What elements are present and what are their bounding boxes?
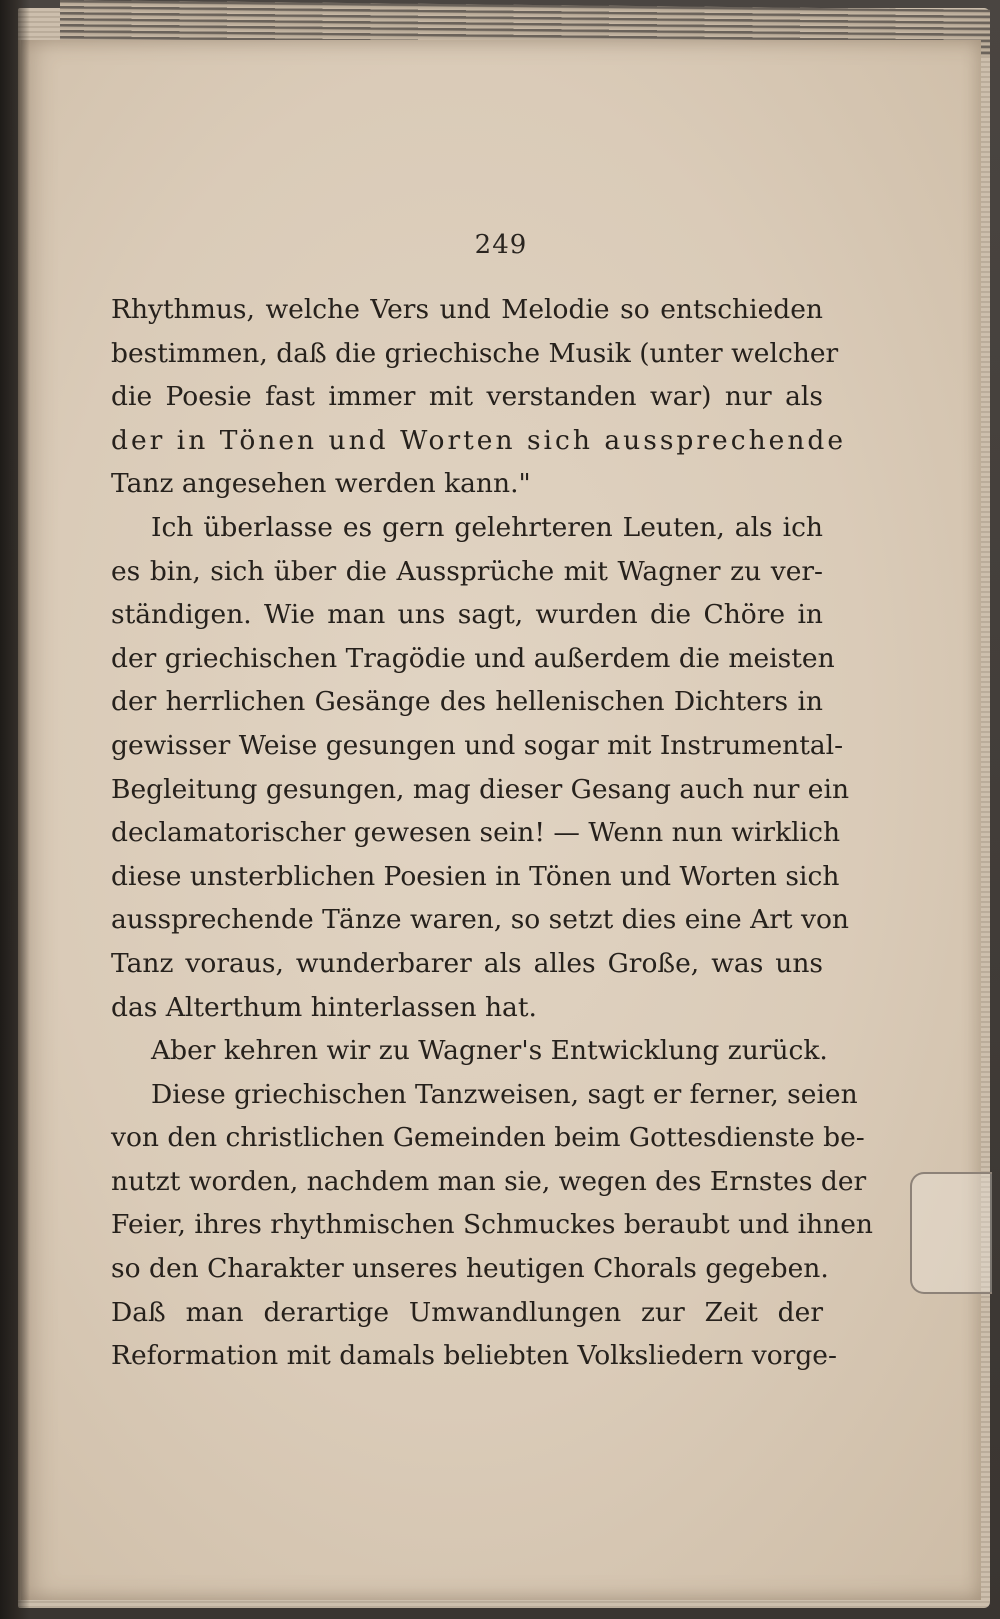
text-line: Tanz angesehen werden kann.": [111, 468, 531, 500]
book-page: [18, 40, 981, 1600]
text-line: declamatorischer gewesen sein! — Wenn nun wirklich: [111, 817, 841, 849]
text-line: nutzt worden, nachdem man sie, wegen des Ernstes der: [111, 1165, 867, 1197]
text-line: der griechischen Tragödie und außerdem die meisten: [111, 642, 835, 674]
text-line: Begleitung gesungen, mag dieser Gesang auch nur ein: [111, 773, 850, 805]
text-line: der herrlichen Gesänge des hellenischen Dichters in: [111, 686, 823, 718]
text-line: diese unsterblichen Poesien in Tönen und Worten sich: [111, 860, 840, 892]
spine-shadow: [0, 0, 30, 1619]
text-line: Reformation mit damals beliebten Volksliedern vorge-: [111, 1340, 837, 1372]
text-line: Tanz voraus, wunderbarer als alles Große, was uns: [111, 947, 823, 979]
text-line: von den christlichen Gemeinden beim Gottesdienste be-: [111, 1122, 865, 1154]
text-line: Aber kehren wir zu Wagner's Entwicklung zurück.: [151, 1035, 828, 1067]
text-line: der in Tönen und Worten sich aussprechende: [111, 424, 847, 456]
text-line: die Poesie fast immer mit verstanden war) nur als: [111, 381, 823, 413]
text-line: Ich überlasse es gern gelehrteren Leuten, als ich: [151, 511, 823, 543]
text-line: ständigen. Wie man uns sagt, wurden die Chöre in: [111, 599, 823, 631]
text-line: gewisser Weise gesungen und sogar mit Instrumental-: [111, 729, 844, 761]
text-line: Rhythmus, welche Vers und Melodie so entschieden: [111, 294, 823, 325]
text-line: bestimmen, daß die griechische Musik (unter welcher: [111, 337, 839, 369]
text-line: das Alterthum hinterlassen hat.: [111, 991, 537, 1023]
text-line: Daß man derartige Umwandlungen zur Zeit der: [111, 1296, 823, 1328]
page-text: [111, 288, 873, 1378]
page-number: 249: [474, 230, 528, 260]
text-line: so den Charakter unseres heutigen Chorals gegeben.: [111, 1253, 829, 1285]
text-line: aussprechende Tänze waren, so setzt dies eine Art von: [111, 904, 849, 936]
text-line: Feier, ihres rhythmischen Schmuckes beraubt und ihnen: [111, 1209, 873, 1241]
text-line: es bin, sich über die Aussprüche mit Wagner zu ver-: [111, 555, 823, 587]
bookmark-tab: [910, 1172, 992, 1294]
text-line: Diese griechischen Tanzweisen, sagt er ferner, seien: [151, 1078, 858, 1110]
